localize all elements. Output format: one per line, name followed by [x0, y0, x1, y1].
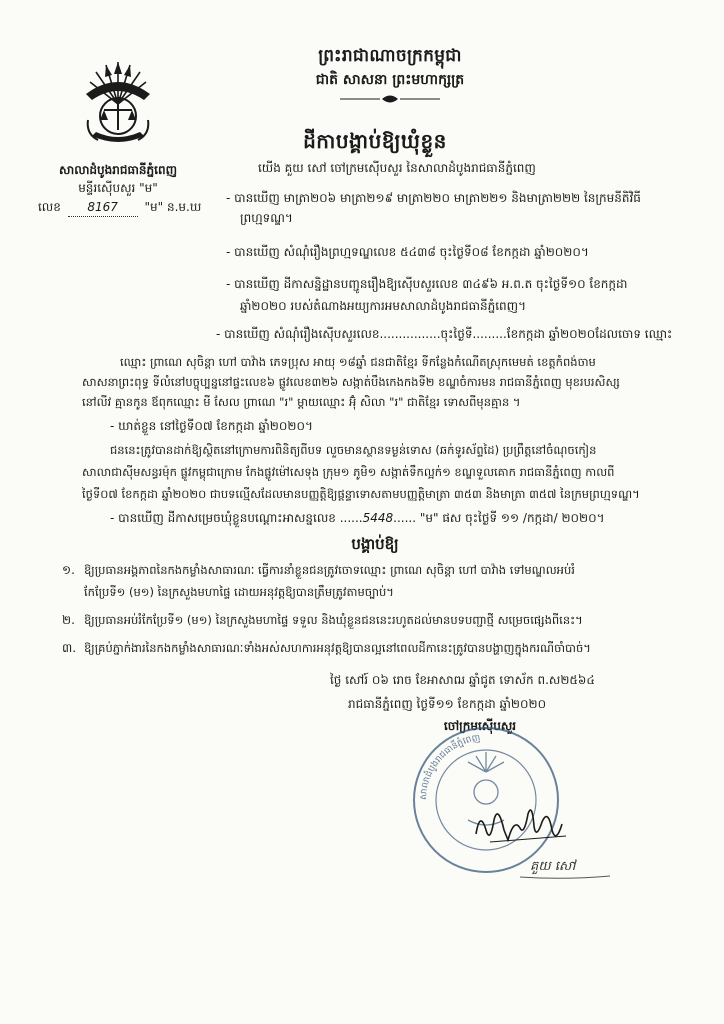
ref-suffix: "ម" ន.ម.ឃ: [144, 200, 202, 214]
lunar-date: ថ្ងៃ សៅរ៍ ០៦ រោច ខែអាសាឍ ឆ្នាំជូត ទោស័ក ព.ស២៥៦៤: [330, 673, 595, 687]
judge-intro: យើង គួយ សៅ ចៅក្រមស៊ើបសួរ នៃសាលាដំបូងរាជធានីភ្នំពេញ: [258, 161, 536, 175]
consideration-line: - បានឃើញ មាត្រា២០៦ មាត្រា២១៩ មាត្រា២២០ មាត្រា២២១ និងមាត្រា២២២ នៃក្រមនីតិវិធី: [226, 191, 641, 205]
order-number: 5448: [362, 511, 394, 525]
charge-line: ថ្ងៃទី០៧ ខែកក្កដា ឆ្នាំ២០២០ ជាបទល្មើសដែលមានបញ្ញត្តិឱ្យផ្តន្ទាទោសតាមបញ្ញត្តិមាត្រា ៣៥៣ និងមាត្រា ៣៥៧ នៃក្រមព្រហ្មទណ្ឌ។: [82, 487, 640, 501]
consideration-line: - បានឃើញ ដីកាសន្និដ្ឋានបញ្ជូនរឿងឱ្យស៊ើបសួរលេខ ៣៤៩៦ អ.ព.ត ចុះថ្ងៃទី១០ ខែកក្កដា: [226, 277, 628, 291]
order-item-number: ១.: [62, 563, 75, 577]
order-item-line: ឱ្យប្រធានអប់រំកែប្រែទី១ (ម១) នៃក្រសួងមហាផ្ទៃ ទទួល និងឃុំខ្លួនជននេះរហូតដល់មានបទបញ្ជាថ្មី សម្រេចផ្សេងពីនេះ។: [84, 613, 583, 627]
order-suffix: ...... "ម" ផស ចុះថ្ងៃទី ១១ /កក្កដា/ ២០២០។: [393, 511, 605, 525]
order-item-number: ៣.: [62, 641, 77, 655]
ref-prefix: លេខ: [38, 200, 61, 214]
document-title: ដីកាបង្គាប់ឱ្យឃុំខ្លួន: [303, 129, 447, 153]
order-heading: បង្គាប់ឱ្យ: [351, 535, 399, 553]
charge-line: ជននេះត្រូវបានដាក់ឱ្យស្ថិតនៅក្រោមការពិនិត្យពីបទ លួចមានស្ថានទម្ងន់ទោស (ឆក់ទូរស័ព្ទដៃ) ប្រព្រឹត្តនៅចំណុចកៀន: [110, 443, 597, 457]
solar-date: រាជធានីភ្នំពេញ ថ្ងៃទី១១ ខែកក្កដា ឆ្នាំ២០២០: [348, 697, 547, 711]
consideration-line: - បានឃើញ សំណុំរឿងស៊ើបសួរលេខ................ចុះថ្ងៃទី.........ខែកក្កដា ឆ្នាំ២០២០ដែលចោទ ឈ្មោះ: [216, 327, 673, 341]
stamp-ring-text: សាលាដំបូងរាជធានីភ្នំពេញ: [418, 733, 482, 801]
order-item-line: ឱ្យប្រធានអង្គភាពនៃកងកម្លាំងសាធារណៈ ធ្វើការនាំខ្លួនជនត្រូវចោទឈ្មោះ ព្រាណេ សុចិន្តា ហៅ បាវ៉ាង ទៅមណ្ឌលអប់រំ: [84, 563, 575, 577]
motto-ornament-icon: [340, 94, 440, 104]
order-item-number: ២.: [62, 613, 75, 627]
ref-number: 8167: [68, 199, 138, 217]
order-prefix: - បានឃើញ ដីកាសម្រេចឃុំខ្លួនបណ្តោះអាសន្នលេខ ......: [110, 511, 363, 525]
order-item-line: ឱ្យគ្រប់ភ្នាក់ងារនៃកងកម្លាំងសាធារណៈទាំងអស់សហការអនុវត្តឱ្យបានល្អនៅពេលដីកានេះត្រូវបានបង្ហាញក្នុងករណីចាំបាច់។: [84, 641, 591, 655]
court-name: សាលាដំបូងរាជធានីភ្នំពេញ: [58, 163, 178, 177]
signature-underline-icon: [520, 874, 610, 880]
office-name: មន្ទីរស៊ើបសួរ "ម": [78, 181, 158, 195]
charge-line: សាលាជាស៊ីមសន្ធរម៉ុក ផ្លូវកម្ពុជាក្រោម កែងផ្លូវម៉ៅសេទុង ក្រុម១ ភូមិ១ សង្កាត់ទឹកល្អក់១ ខណ្ឌទួលគោក រាជធានីភ្នំពេញ កាលពី: [82, 465, 615, 479]
svg-text:សាលាដំបូងរាជធានីភ្នំពេញ: [419, 733, 481, 800]
person-detail-line: សាសនាព្រះពុទ្ធ ទីលំនៅបច្ចុប្បន្ននៅផ្ទះលេខ៦ ផ្លូវលេខ៣២៦ សង្កាត់បឹងកេងកងទី២ ខណ្ឌចំការមន រាជធានីភ្នំពេញ មុខរបរសិស្ស: [82, 375, 620, 389]
national-motto: ជាតិ សាសនា ព្រះមហាក្សត្រ: [315, 72, 465, 88]
arrest-line: - ឃាត់ខ្លួន នៅថ្ងៃទី០៧ ខែកក្កដា ឆ្នាំ២០២០។: [110, 419, 313, 433]
signer-title: ចៅក្រមស៊ើបសួរ: [443, 719, 517, 733]
court-emblem-icon: [78, 60, 158, 148]
person-detail-line: ឈ្មោះ ព្រាណេ សុចិន្តា ហៅ បាវ៉ាង ភេទប្រុស អាយុ ១៨ឆ្នាំ ជនជាតិខ្មែរ ទីកន្លែងកំណើតស្រុកមេមត់ ខេត្តកំពង់ចាម: [120, 355, 596, 369]
signature-icon: [470, 800, 580, 850]
signer-name: គួយ សៅ: [530, 859, 576, 874]
detention-order-line: [110, 510, 605, 527]
consideration-line: ឆ្នាំ២០២០ របស់តំណាងអយ្យការអមសាលាដំបូងរាជធានីភ្នំពេញ។: [240, 299, 527, 313]
consideration-line: - បានឃើញ សំណុំរឿងព្រហ្មទណ្ឌលេខ ៥៤៣៨ ចុះថ្ងៃទី០៨ ខែកក្កដា ឆ្នាំ២០២០។: [226, 245, 589, 259]
kingdom-header: ព្រះរាជាណាចក្រកម្ពុជា: [318, 46, 462, 66]
consideration-line: ព្រហ្មទណ្ឌ។: [240, 211, 293, 225]
order-item-line: កែប្រែទី១ (ម១) នៃក្រសួងមហាផ្ទៃ ដោយអនុវត្តឱ្យបានត្រឹមត្រូវតាមច្បាប់។: [84, 585, 394, 599]
person-detail-line: នៅលីវ គ្មានកូន ឪពុកឈ្មោះ មី សែល ព្រាណេ "រ" ម្តាយឈ្មោះ អ៊ុំ សិលា "រ" ជាតិខ្មែរ ទោសពីមុនគ្មាន ។: [82, 395, 521, 409]
reference-number: [38, 199, 201, 217]
